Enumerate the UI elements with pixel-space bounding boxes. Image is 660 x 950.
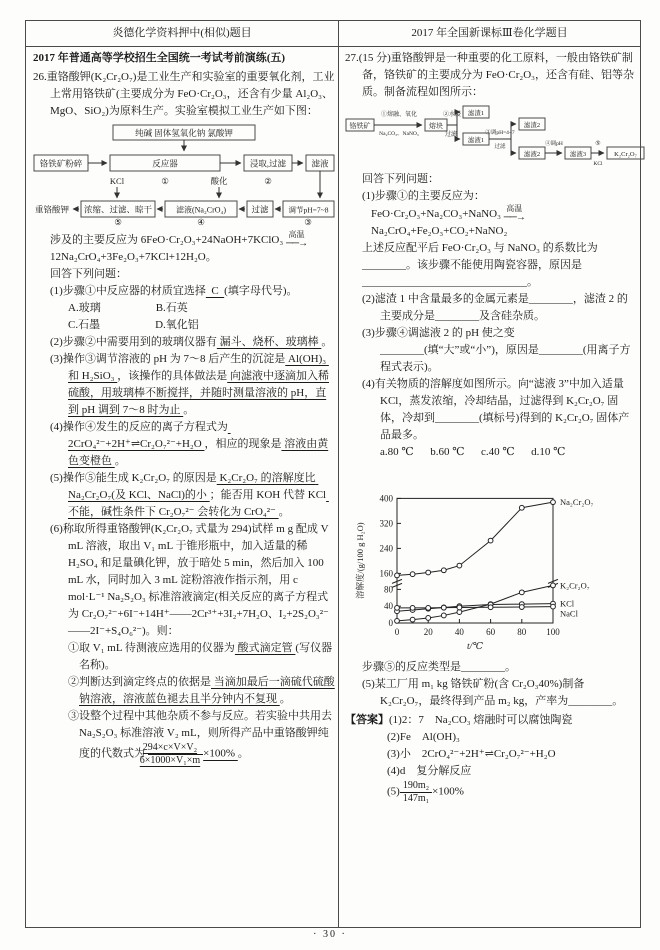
- svg-text:滤液1: 滤液1: [467, 137, 485, 144]
- flow1-filtrate-na2cro4-box: [165, 201, 237, 217]
- flow1-ore-box: [34, 155, 88, 171]
- q27-equation: FeO·Cr₂O₃+Na₂CO₃+NaNO₃ 高温 ──→ Na₂CrO₄+Fe₂O₃+CO₂+NaNO₂: [371, 204, 528, 237]
- q27-sub1: (1)步骤①的主要反应为：: [362, 190, 485, 202]
- svg-text:滤渣2: 滤渣2: [523, 122, 541, 129]
- svg-text:60: 60: [486, 627, 496, 637]
- svg-text:滤液2: 滤液2: [523, 151, 541, 158]
- q26-options-ab: A.玻璃 B.石英: [68, 302, 188, 314]
- flow2-step4-label: ④调pH: [545, 141, 563, 147]
- svg-text:0: 0: [394, 627, 400, 637]
- q26-flowchart: [33, 124, 335, 227]
- svg-text:400: 400: [379, 493, 393, 504]
- q26-sub1: (1)步骤①中反应器的材质宜选择 C (填字母代号)。: [50, 285, 298, 297]
- exam-sheet: [25, 20, 641, 928]
- flow2-melt-block-box: [425, 119, 447, 131]
- flow2-step2-filter: 过滤: [444, 132, 458, 138]
- q27-flowchart: [345, 105, 645, 167]
- svg-text:100: 100: [546, 627, 560, 637]
- solubility-chart: [351, 465, 623, 657]
- svg-text:240: 240: [379, 543, 393, 554]
- flow1-filtrate-box: [306, 155, 334, 171]
- flow1-product-label: 重铬酸钾: [34, 204, 70, 215]
- flow2-step3-filter: 过滤: [494, 144, 506, 150]
- svg-text:熔块: 熔块: [429, 122, 443, 130]
- svg-text:滤液(Na₂CrO₄): 滤液(Na₂CrO₄): [175, 205, 227, 215]
- flow2-product-box: [607, 147, 644, 159]
- svg-text:40: 40: [384, 601, 393, 612]
- q27-intro-block: [345, 50, 635, 101]
- q27-sub1b: 上述反应配平后 FeO·Cr₂O₃ 与 NaNO₃ 的系数比为________。该步骤不能使用陶瓷容器，原因是______________________________。: [362, 242, 598, 288]
- svg-text:40: 40: [454, 627, 464, 637]
- svg-text:反应器: 反应器: [152, 158, 178, 169]
- flow2-ore-box: [346, 119, 374, 131]
- page-header: [26, 21, 640, 47]
- q26-answer-prompt: 回答下列问题：: [50, 268, 127, 280]
- flow2-step3-label: ③调pH=4~7: [485, 130, 515, 136]
- q26-sub6-3: ③设整个过程中其他杂质不参与反应。若实验中共用去 Na₂S₂O₃ 标准溶液 V₂ mL，则所得产品中重铬酸钾纯度的代数式为 $\frac{\text{294×c×V×V₂}}{\text{6×1000×V₁×m}}$ ×100% 。: [68, 710, 335, 766]
- svg-text:浓缩、过滤、晾干: 浓缩、过滤、晾干: [83, 204, 153, 215]
- exam-title: 2017 年普通高等学校招生全国统一考试考前演练(五): [33, 52, 286, 64]
- legend-K₂Cr₂O₇: K₂Cr₂O₇: [560, 580, 590, 591]
- legend-KCl: KCl: [560, 598, 575, 609]
- svg-text:K₂Cr₂O₇: K₂Cr₂O₇: [614, 151, 637, 158]
- flow1-raw-materials-box: [113, 125, 255, 140]
- q27-body-block-2: [345, 659, 635, 710]
- svg-text:浸取,过滤: 浸取,过滤: [249, 158, 287, 169]
- svg-text:0: 0: [388, 618, 393, 628]
- answer-block: [345, 712, 635, 804]
- q27-sub4: (4)有关物质的溶解度如图所示。向“滤液 3”中加入适量 KCl，蒸发浓缩，冷却结晶，过滤得到 K₂Cr₂O₇ 固体，冷却到________(填标号)得到的 K₂Cr₂O₇ 固体产品最多。: [362, 378, 630, 441]
- q26-intro-block: [33, 69, 335, 120]
- flow1-kcl-label: KCl: [109, 176, 125, 186]
- flow1-concentrate-box: [81, 201, 155, 217]
- svg-text:铬铁矿: 铬铁矿: [349, 122, 371, 130]
- q26-sub3: (3)操作③调节溶液的 pH 为 7～8 后产生的沉淀是 Al(OH)₃ 和 H₂SiO₃ ，该操作的具体做法是 向滤液中逐滴加入稀硫酸，用玻璃棒不断搅拌，并随时测量溶液的 pH，直到 pH 调到 7～8 时为止 。: [50, 353, 329, 416]
- q26-sub6-2: ②判断达到滴定终点的依据是 当滴加最后一滴硫代硫酸钠溶液，溶液蓝色褪去且半分钟内不复现 。: [68, 676, 335, 705]
- center-divider: [338, 21, 339, 927]
- svg-text:滤渣1: 滤渣1: [467, 110, 485, 117]
- solubility-chart-wrap: [351, 465, 635, 657]
- svg-text:调节pH=7~8: 调节pH=7~8: [288, 205, 329, 215]
- answer-line-4: (4)d 复分解反应: [387, 765, 472, 777]
- flow2-step5-label: ⑤: [595, 141, 601, 147]
- legend-NaCl: NaCl: [560, 608, 578, 619]
- svg-text:t/℃: t/℃: [467, 642, 483, 652]
- page-number: · 30 ·: [313, 929, 347, 940]
- answer-line-3: (3)小 2CrO₄²⁻+2H⁺⇌Cr₂O₇²⁻+H₂O: [387, 748, 556, 760]
- flow2-filtrate2-box: [519, 147, 545, 159]
- flow1-filter-box: [247, 201, 273, 217]
- q26-intro: 26.重铬酸钾(K₂Cr₂O₇)是工业生产和实验室的重要氧化剂，工业上常用铬铁矿(主要成分为 FeO·Cr₂O₃，还含有少量 Al₂O₃、MgO、SiO₂)为原料生产。实验室模拟工业生产如下图：: [33, 71, 335, 117]
- answer-line-5: (5) $\frac{\text{190m₂}}{\text{147m₁}}$ ×100%: [387, 780, 464, 804]
- q27-sub2: (2)滤渣 1 中含量最多的金属元素是________，滤渣 2 的主要成分是________及含硅杂质。: [362, 293, 628, 322]
- flow1-leach-filter-box: [244, 155, 292, 171]
- q27-sub4b: 步骤⑤的反应类型是________。: [362, 661, 516, 673]
- q27-answer-prompt: 回答下列问题：: [362, 173, 439, 185]
- q26-body-block: [33, 231, 335, 766]
- q27-sub5: (5)某工厂用 m₁ kg 铬铁矿粉(含 Cr₂O₃40%)制备 K₂Cr₂O₇，最终得到产品 m₂ kg，产率为________。: [362, 678, 624, 707]
- flow2-filtrate3-box: [565, 147, 591, 159]
- header-left-title: 炎德化学资料押中(相似)题目: [112, 27, 252, 39]
- svg-text:过滤: 过滤: [251, 204, 269, 215]
- svg-text:纯碱 固体氢氧化钠 氯酸钾: 纯碱 固体氢氧化钠 氯酸钾: [135, 128, 233, 138]
- q27-options: a.80 ℃ b.60 ℃ c.40 ℃ d.10 ℃: [380, 446, 566, 458]
- q26-main-reaction: 涉及的主要反应为 6FeO·Cr₂O₃+24NaOH+7KClO₃ 高温 ──→ 12Na₂CrO₄+3Fe₂O₃+7KCl+12H₂O。: [50, 230, 310, 263]
- q27-body-block: [345, 171, 635, 461]
- q26-sub5: (5)操作⑤能生成 K₂Cr₂O₇ 的原因是 K₂Cr₂O₇ 的溶解度比 Na₂Cr₂O₇(及 KCl、NaCl)的小 ；能否用 KOH 代替 KCl 不能，碱性条件下 Cr₂O₇²⁻ 会转化为 CrO₄²⁻ 。: [50, 472, 329, 518]
- flow1-step3-label: ③: [304, 217, 312, 227]
- svg-text:80: 80: [517, 627, 527, 637]
- answer-line-2: (2)Fe Al(OH)₃: [387, 731, 460, 743]
- flow1-reactor-box: [110, 155, 220, 171]
- flow1-step1-label: ①: [161, 176, 169, 186]
- flow1-step4-label: ④: [197, 217, 205, 227]
- flow2-step1-reagents: Na₂CO₃、NaNO₃: [379, 131, 419, 137]
- svg-text:80: 80: [384, 584, 393, 595]
- flow1-step2-label: ②: [264, 176, 272, 186]
- flow2-step1-label: ①熔融、氧化: [380, 112, 418, 118]
- svg-text:铬铁矿粉碎: 铬铁矿粉碎: [39, 158, 83, 169]
- q27-intro: 27.(15 分)重铬酸钾是一种重要的化工原料，一般由铬铁矿制备，铬铁矿的主要成分为 FeO·Cr₂O₃，还含有硅、铝等杂质。制备流程如图所示：: [345, 52, 634, 98]
- flow1-adjust-ph-box: [283, 201, 334, 217]
- svg-text:20: 20: [423, 627, 433, 637]
- flow2-residue2-box: [519, 118, 545, 130]
- q26-sub6: (6)称取所得重铬酸钾(K₂Cr₂O₇ 式量为 294)试样 m g 配成 V mL 溶液，取出 V₁ mL 于锥形瓶中，加入适量的稀 H₂SO₄ 和足量碘化钾，放于暗处 5 min，然后加入 100 mL 水，同时加入 3 mL 淀粉溶液作指示剂，用 c mol·L⁻¹ Na₂S₂O₃ 标准溶液滴定(相关反应的离子方程式为 Cr₂O₇²⁻+6I⁻+14H⁺——2Cr³⁺+3I₂+7H₂O、I₂+2S₂O₃²⁻——2I⁻+S₄O₆²⁻)。则：: [50, 523, 332, 637]
- q27-sub3: (3)步骤④调滤液 2 的 pH 使之变________(填“大”或“小”)，原因是________(用离子方程式表示)。: [362, 327, 631, 373]
- right-column: [345, 50, 635, 804]
- flow2-step5-kcl: KCl: [593, 161, 603, 167]
- q26-sub2: (2)步骤②中需要用到的玻璃仪器有 漏斗、烧杯、玻璃棒 。: [50, 336, 333, 348]
- svg-text:160: 160: [379, 568, 393, 579]
- header-right-title: 2017 年全国新课标Ⅲ卷化学题目: [411, 27, 568, 39]
- flow2-step2-label: ②水浸: [442, 112, 462, 118]
- flow1-acidify-label: 酸化: [210, 176, 228, 186]
- q26-sub4: (4)操作④发生的反应的离子方程式为 2CrO₄²⁻+2H⁺⇌Cr₂O₇²⁻+H₂O ，相应的现象是 溶液由黄色变橙色 。: [50, 421, 329, 467]
- q26-sub6-1: ①取 V₁ mL 待测液应选用的仪器为 酸式滴定管 (写仪器名称)。: [68, 642, 333, 671]
- flow2-residue1-box: [463, 106, 489, 118]
- legend-Na₂Cr₂O₇: Na₂Cr₂O₇: [560, 497, 594, 508]
- left-column: [33, 50, 335, 766]
- svg-text:滤液: 滤液: [311, 158, 329, 169]
- q26-options-cd: C.石墨 D.氧化铝: [68, 319, 199, 331]
- svg-text:滤液3: 滤液3: [569, 151, 587, 158]
- svg-text:溶解度/(g/100 g H₂O): 溶解度/(g/100 g H₂O): [355, 522, 365, 600]
- answer-line-1: 【答案】(1)2：7 Na₂CO₃ 熔融时可以腐蚀陶瓷: [345, 714, 573, 726]
- svg-text:320: 320: [379, 518, 393, 529]
- flow1-step5-label: ⑤: [114, 217, 122, 227]
